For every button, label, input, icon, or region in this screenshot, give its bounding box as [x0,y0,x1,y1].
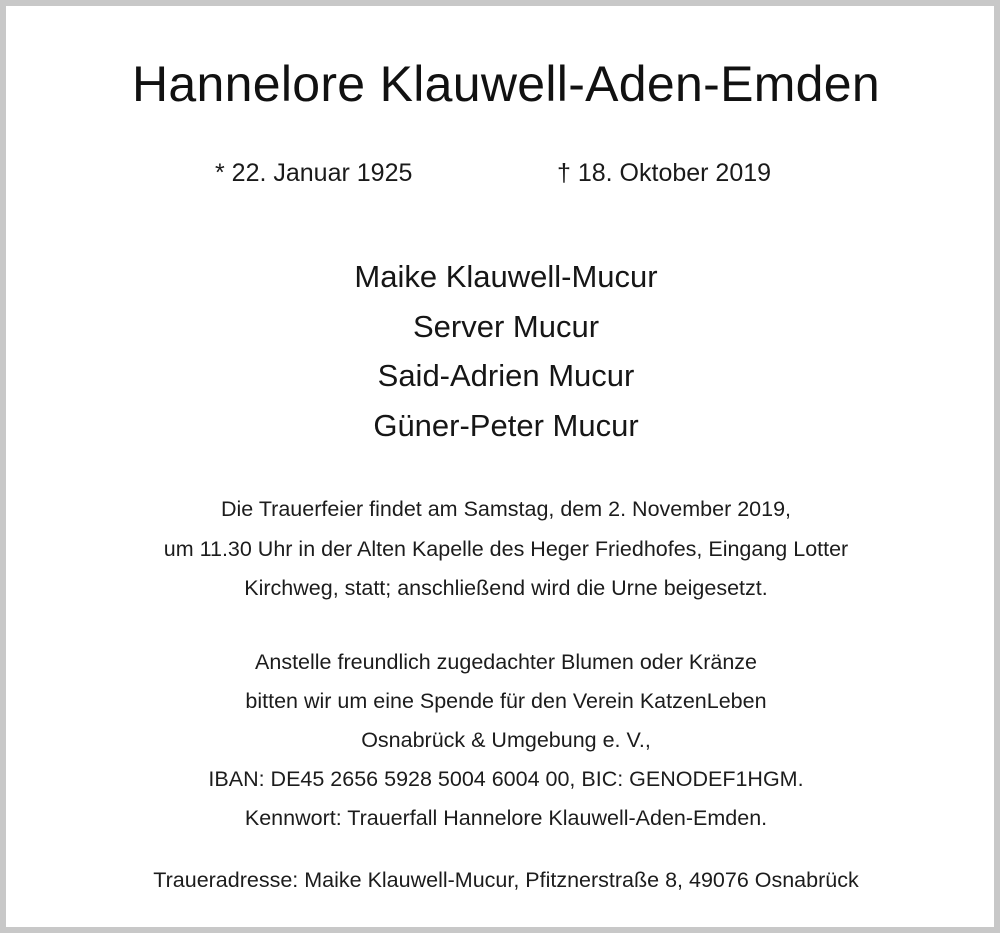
ceremony-paragraph [6,490,1000,609]
birth-date: * 22. Januar 1925 [215,159,413,187]
mourner-name: Maike Klauwell-Mucur [354,259,658,294]
mourner-name: Said-Adrien Mucur [377,358,635,393]
donation-paragraph [6,643,1000,838]
donation-line: Anstelle freundlich zugedachter Blumen oder Kränze [255,650,757,674]
mourners-list [6,252,1000,450]
death-date: † 18. Oktober 2019 [557,159,772,187]
ceremony-line: Die Trauerfeier findet am Samstag, dem 2. November 2019, [220,497,792,521]
donation-iban-line: IBAN: DE45 2656 5928 5004 6004 00, BIC: GENODEF1HGM. [208,767,804,791]
mourner-name: Server Mucur [412,308,600,344]
deceased-name: Hannelore Klauwell-Aden-Emden [131,56,880,112]
ceremony-line: um 11.30 Uhr in der Alten Kapelle des Heger Friedhofes, Eingang Lotter [163,536,849,561]
mourner-name: Güner-Peter Mucur [373,407,639,443]
donation-line: Osnabrück & Umgebung e. V., [361,728,651,752]
donation-keyword-line: Kennwort: Trauerfall Hannelore Klauwell-Aden-Emden. [244,806,768,830]
ceremony-line: Kirchweg, statt; anschließend wird die Urne beigesetzt. [244,576,768,600]
mourning-address: Traueradresse: Maike Klauwell-Mucur, Pfitznerstraße 8, 49076 Osnabrück [153,868,859,892]
donation-line: bitten wir um eine Spende für den Verein KatzenLeben [245,689,767,713]
